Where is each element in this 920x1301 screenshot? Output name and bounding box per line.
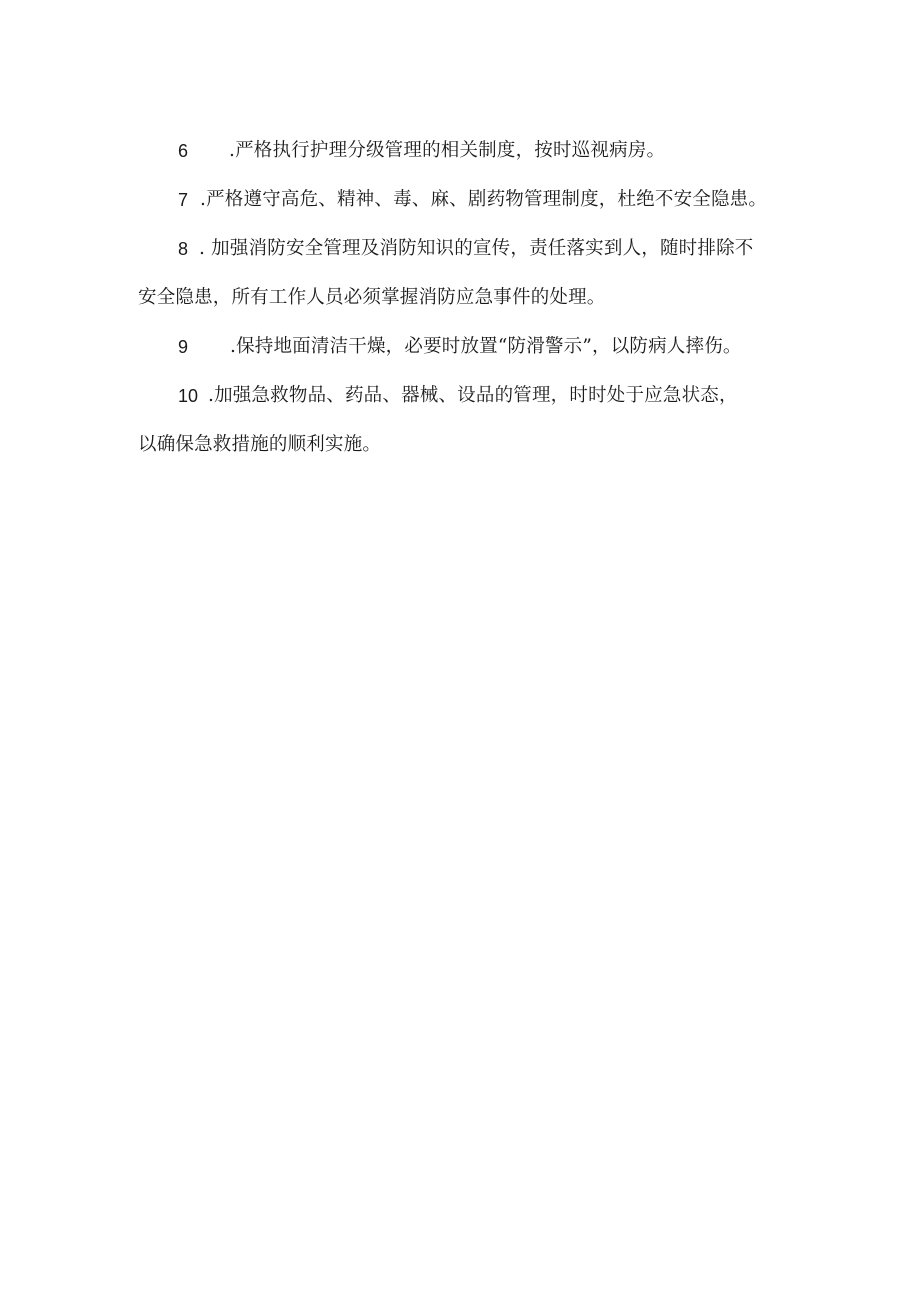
item-text: .保持地面清洁干燥，必要时放置“防滑警示”，以防病人摔伤。 [230, 336, 742, 357]
item-number: 6 [178, 141, 189, 161]
item-text: .严格遵守高危、精神、毒、麻、剧药物管理制度，杜绝不安全隐患。 [200, 189, 768, 210]
item-number: 8 [178, 239, 189, 259]
item-number: 7 [178, 190, 189, 210]
item-text: . 加强消防安全管理及消防知识的宣传，责任落实到人，随时排除不 [199, 238, 754, 259]
item-number: 10 [178, 386, 199, 406]
item-continuation-text: 安全隐患，所有工作人员必须掌握消防应急事件的处理。 [138, 287, 606, 308]
item-number: 9 [178, 337, 189, 357]
item-text: .加强急救物品、药品、器械、设品的管理，时时处于应急状态， [208, 385, 738, 406]
item-text: .严格执行护理分级管理的相关制度，按时巡视病房。 [229, 140, 666, 161]
item-continuation-text: 以确保急救措施的顺利实施。 [138, 434, 382, 455]
